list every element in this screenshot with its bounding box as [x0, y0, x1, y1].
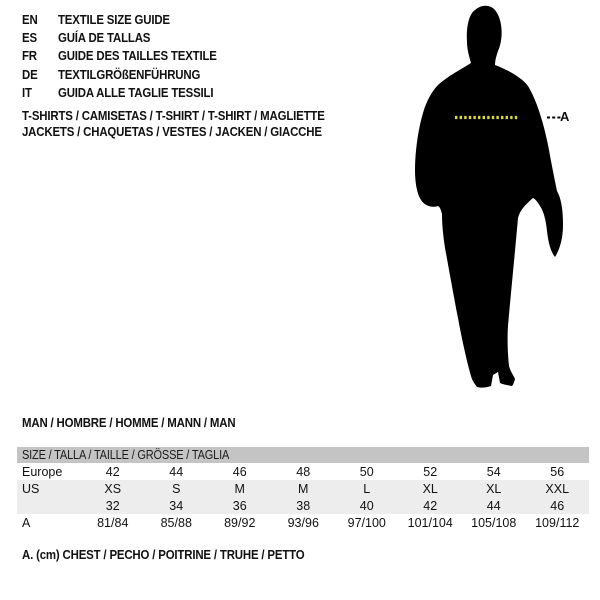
language-code: DE: [22, 66, 38, 82]
table-cell: XL: [422, 481, 438, 496]
table-cell: 52: [423, 464, 438, 479]
table-cell: 36: [232, 498, 247, 513]
table-cell: 42: [105, 464, 120, 479]
table-cell: 93/96: [287, 515, 319, 530]
table-cell: 32: [105, 498, 120, 513]
table-cell: 109/112: [535, 515, 580, 530]
language-guide: [22, 10, 238, 102]
language-label: GUIDE DES TAILLES TEXTILE: [58, 48, 217, 64]
language-row: [22, 28, 238, 46]
table-cell: 89/92: [224, 515, 256, 530]
table-cell: 34: [169, 498, 184, 513]
size-table-header-label: SIZE / TALLA / TAILLE / GRÖSSE / TAGLIA: [22, 448, 230, 462]
language-code: IT: [22, 85, 32, 101]
language-row: [22, 84, 238, 102]
table-row-uk: [17, 497, 589, 514]
section-title-man: MAN / HOMBRE / HOMME / MANN / MAN: [22, 415, 236, 430]
table-cell: 46: [550, 498, 565, 513]
language-label: GUIDA ALLE TAGLIE TESSILI: [58, 85, 214, 101]
man-silhouette: [415, 6, 563, 388]
table-cell: XL: [486, 481, 502, 496]
size-table-header: [17, 447, 589, 463]
table-row-us: [17, 480, 589, 497]
language-label: GUÍA DE TALLAS: [58, 30, 151, 46]
table-cell: 50: [359, 464, 374, 479]
row-label: A: [22, 515, 31, 530]
table-cell: 85/88: [160, 515, 192, 530]
table-cell: 48: [296, 464, 311, 479]
table-cell: 105/108: [471, 515, 517, 530]
size-table: [17, 447, 589, 531]
measurement-footnote: A. (cm) CHEST / PECHO / POITRINE / TRUHE / PETTO: [22, 547, 305, 562]
table-cell: 38: [296, 498, 311, 513]
row-label: Europe: [22, 464, 63, 479]
table-cell: 81/84: [97, 515, 129, 530]
table-cell: 54: [486, 464, 501, 479]
language-label: TEXTILE SIZE GUIDE: [58, 11, 170, 27]
table-cell: XXL: [545, 481, 570, 496]
language-row: [22, 10, 238, 28]
table-cell: M: [298, 481, 309, 496]
table-cell: XS: [104, 481, 122, 496]
table-row-europe: [17, 463, 589, 480]
table-cell: 44: [486, 498, 501, 513]
chest-measure-label: A: [560, 109, 570, 124]
category-line-jackets: JACKETS / CHAQUETAS / VESTES / JACKEN / GIACCHE: [22, 124, 322, 139]
table-cell: 42: [423, 498, 438, 513]
language-row: [22, 47, 238, 65]
table-cell: 46: [232, 464, 247, 479]
table-cell: 44: [169, 464, 184, 479]
table-cell: S: [172, 481, 181, 496]
row-label: US: [22, 481, 40, 496]
language-label: TEXTILGRÖßENFÜHRUNG: [58, 66, 201, 82]
table-cell: 40: [359, 498, 374, 513]
language-code: ES: [22, 30, 37, 46]
table-cell: 101/104: [407, 515, 453, 530]
table-cell: 56: [550, 464, 565, 479]
language-code: FR: [22, 48, 37, 64]
table-row-chest-a: [17, 514, 589, 531]
language-row: [22, 65, 238, 83]
man-silhouette-figure: [405, 0, 600, 410]
table-cell: M: [234, 481, 245, 496]
language-code: EN: [22, 11, 38, 27]
table-cell: L: [363, 481, 371, 496]
table-cell: 97/100: [347, 515, 386, 530]
category-line-tshirts: T-SHIRTS / CAMISETAS / T-SHIRT / T-SHIRT / MAGLIETTE: [22, 108, 325, 123]
